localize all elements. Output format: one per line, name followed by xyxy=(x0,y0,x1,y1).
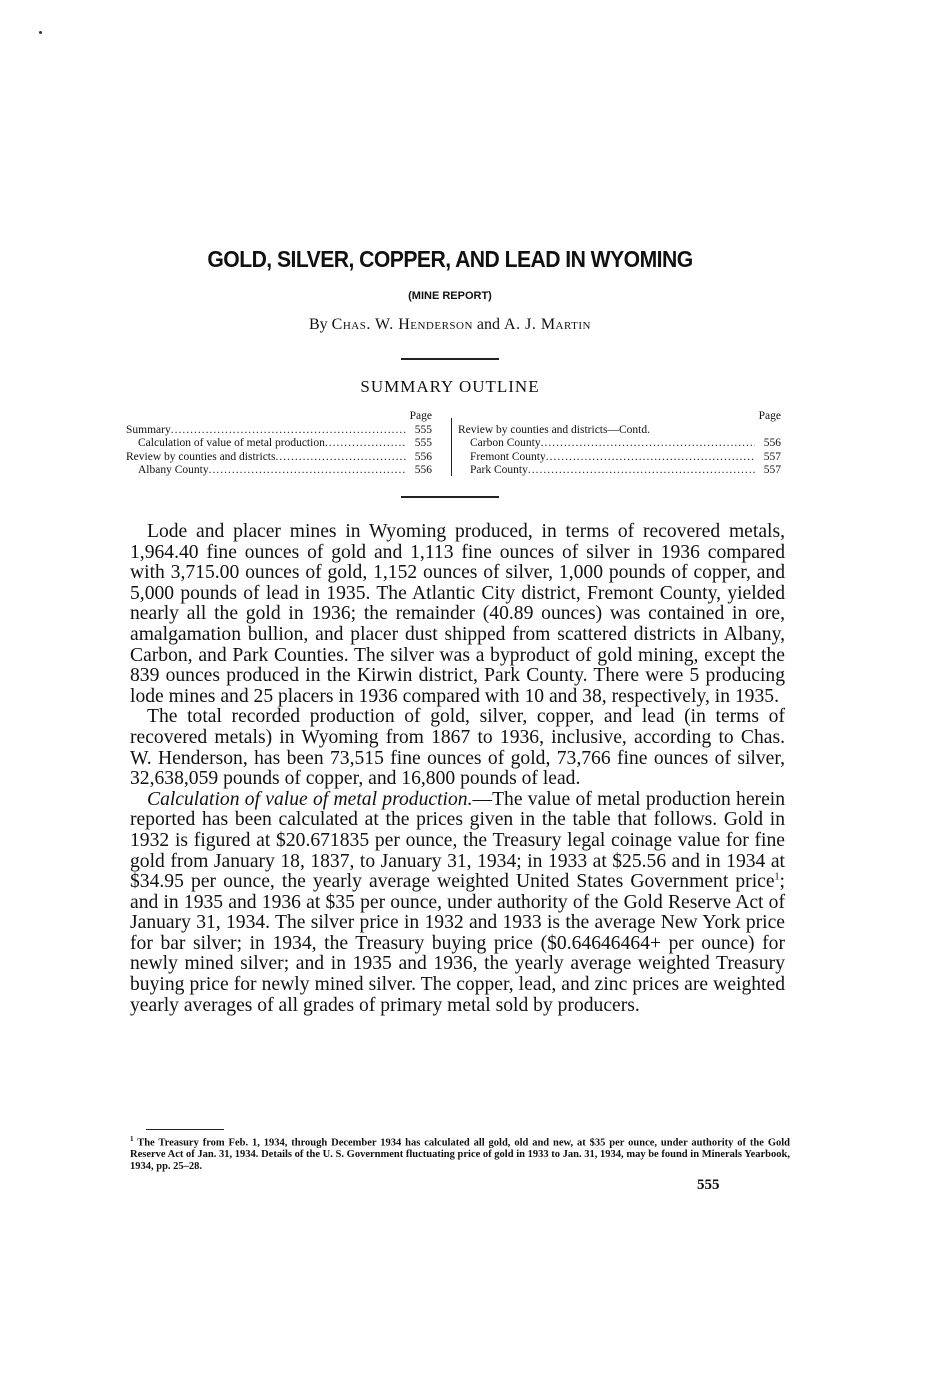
section-run-in-heading: Calculation of value of metal production. xyxy=(147,788,473,810)
page-number: 555 xyxy=(697,1177,720,1193)
outline-entry: Albany County ..... 556 xyxy=(126,464,432,478)
footnote-reference: 1 xyxy=(774,871,780,883)
author-1: Chas. W. Henderson xyxy=(331,316,473,333)
page-column-label: Page xyxy=(409,410,432,422)
outline-entry: Park County ..... 557 xyxy=(458,464,781,478)
outline-rule xyxy=(401,496,499,498)
outline-entry: Calculation of value of metal production ..... 555 xyxy=(126,437,432,451)
byline-prefix: By xyxy=(309,316,332,333)
outline-entry: Carbon County ..... 556 xyxy=(458,437,781,451)
outline-entry: Fremont County ..... 557 xyxy=(458,451,781,465)
main-body xyxy=(130,522,785,1016)
byline-and: and xyxy=(472,316,505,333)
page-title: GOLD, SILVER, COPPER, AND LEAD IN WYOMING xyxy=(207,246,693,272)
outline-entry: Review by counties and districts ..... 556 xyxy=(126,451,432,465)
footnote xyxy=(130,1134,790,1172)
outline-entry: Summary ..... 555 xyxy=(126,424,432,438)
footnote-rule xyxy=(146,1129,224,1130)
author-2: A. J. Martin xyxy=(504,316,591,333)
outline-right-column xyxy=(458,410,781,478)
footnote-marker: 1 xyxy=(130,1135,134,1143)
outline-left-column xyxy=(126,410,432,478)
outline-right-heading: Review by counties and districts—Contd. xyxy=(458,423,650,436)
paragraph-production: Lode and placer mines in Wyoming produced, in terms of recovered metals, 1,964.40 fine ounces of gold and 1,113 fine ounces of silver in 1936 compared with 3,715.00 ounces of gold, 1,152 ounces of silver, 1,000 pounds of copper, and 5,000 pounds of lead in 1935. The Atlantic City district, Fremont County, yielded nearly all the gold in 1936; the remainder (40.89 ounces) was contained in ore, amalgamation bullion, and placer dust shipped from scattered districts in Albany, Carbon, and Park Counties. The silver was a byproduct of gold mining, except the 839 ounces produced in the Kirwin district, Park County. There were 5 producing lode mines and 25 placers in 1936 compared with 10 and 38, respectively, in 1935. xyxy=(130,521,785,707)
page-subtitle: (MINE REPORT) xyxy=(408,290,492,302)
calculation-text-b: ; and in 1935 and 1936 at $35 per ounce, under authority of the Gold Reserve Act of January 31, 1934. The silver price in 1932 and 1933 is the average New York price for bar silver; in 1934, the Treasury buying price ($0.64646464+ per ounce) for newly mined silver; and in 1935 and 1936, the yearly average weighted Treasury buying price for newly mined silver. The copper, lead, and zinc prices are weighted yearly averages of all grades of primary metal sold by producers. xyxy=(130,871,785,1016)
page-column-label: Page xyxy=(758,410,781,422)
outline-heading: SUMMARY OUTLINE xyxy=(360,377,540,396)
outline-divider xyxy=(451,418,452,476)
paragraph-calculation xyxy=(130,790,785,1017)
paragraph-total-production: The total recorded production of gold, silver, copper, and lead (in terms of recovered metals) in Wyoming from 1867 to 1936, inclusive, according to Chas. W. Henderson, has been 73,515 fine ounces of gold, 73,766 fine ounces of silver, 32,638,059 pounds of copper, and 16,800 pounds of lead. xyxy=(130,706,785,790)
summary-outline xyxy=(0,0,929,500)
calculation-text-a: —The value of metal production herein reported has been calculated at the prices given in the table that follows. Gold in 1932 is figured at $20.671835 per ounce, the Treasury legal coinage value for fine gold from January 18, 1837, to January 31, 1934; in 1933 at $25.56 and in 1934 at $34.95 per ounce, the yearly average weighted United States Government price xyxy=(130,788,786,893)
footnote-text: The Treasury from Feb. 1, 1934, through December 1934 has calculated all gold, old and new, at $35 per ounce, under authority of the Gold Reserve Act of Jan. 31, 1934. Details of the U. S. Government fluctuating price of gold in 1933 to Jan. 31, 1934, may be found in Minerals Yearbook, 1934, pp. 25–28. xyxy=(130,1137,790,1172)
